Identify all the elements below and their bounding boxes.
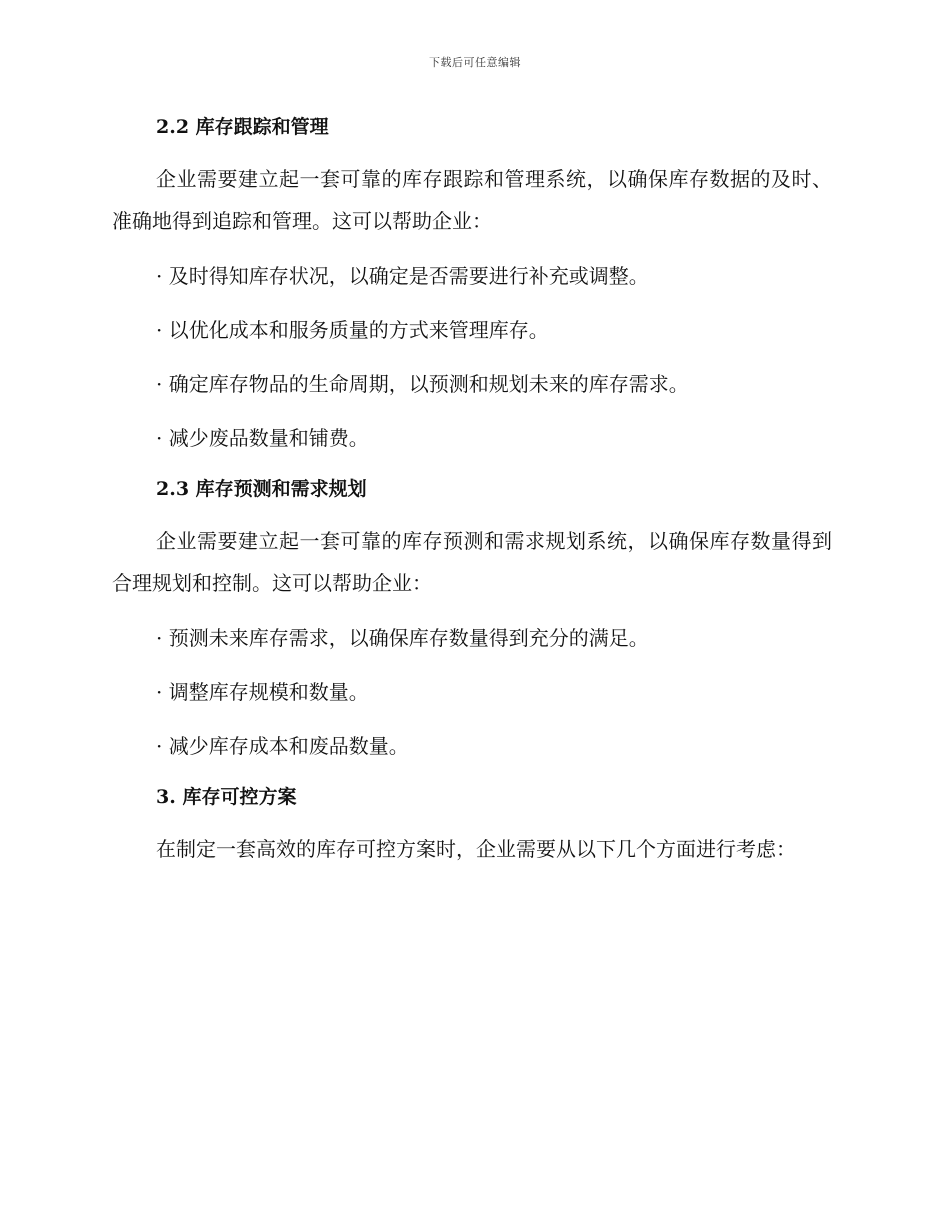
section-heading-2-2: 2.2 库存跟踪和管理 (156, 116, 329, 138)
bullet-item: · 减少库存成本和废品数量。 (156, 734, 409, 758)
spacer (112, 404, 832, 418)
spacer (112, 816, 832, 828)
section-3-paragraph: 在制定一套高效的库存可控方案时，企业需要从以下几个方面进行考虑： (156, 837, 796, 861)
spacer (112, 296, 832, 310)
section-heading-2-3: 2.3 库存预测和需求规划 (156, 478, 367, 500)
section-heading-3: 3. 库存可控方案 (156, 786, 297, 808)
section-2-3-paragraph: 企业需要建立起一套可靠的库存预测和需求规划系统，以确保库存数量得到合理规划和控制。这可以帮助企业： (112, 529, 832, 595)
spacer (112, 766, 832, 778)
section-2-2-paragraph: 企业需要建立起一套可靠的库存跟踪和管理系统，以确保库存数据的及时、准确地得到追踪和管理。这可以帮助企业： (112, 167, 832, 233)
bullet-item: · 调整库存规模和数量。 (156, 680, 369, 704)
spacer (112, 350, 832, 364)
spacer (112, 146, 832, 158)
spacer (112, 458, 832, 470)
bullet-item: · 以优化成本和服务质量的方式来管理库存。 (156, 318, 549, 342)
spacer (112, 604, 832, 618)
spacer (112, 242, 832, 256)
bullet-item: · 减少废品数量和铺费。 (156, 426, 369, 450)
bullet-item: · 及时得知库存状况，以确定是否需要进行补充或调整。 (156, 264, 649, 288)
bullet-item: · 预测未来库存需求，以确保库存数量得到充分的满足。 (156, 626, 649, 650)
spacer (112, 508, 832, 520)
spacer (112, 712, 832, 726)
header-note: 下载后可任意编辑 (429, 56, 521, 69)
bullet-item: · 确定库存物品的生命周期，以预测和规划未来的库存需求。 (156, 372, 689, 396)
spacer (112, 658, 832, 672)
document-body (112, 108, 832, 870)
